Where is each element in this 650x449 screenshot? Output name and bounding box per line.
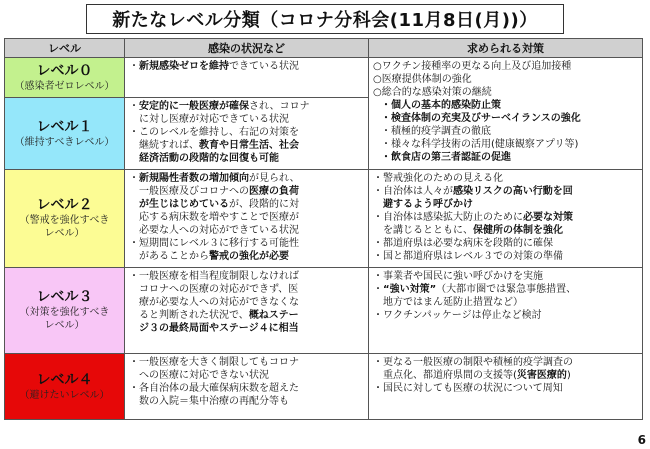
situation-cell	[125, 268, 369, 354]
text-run: 応する病床数を増やすことで医療が	[129, 212, 299, 223]
measures-cell	[369, 354, 643, 420]
text-run: 保健所の体制を強化	[473, 225, 563, 236]
bullet-line	[129, 395, 364, 408]
bullet-line	[373, 356, 638, 369]
text-run: 避するよう呼びかけ	[383, 199, 473, 210]
bullet-line	[129, 198, 364, 211]
table-header-row	[5, 39, 643, 58]
text-run: 災害医療的	[516, 370, 567, 381]
bullet-line	[129, 172, 364, 185]
text-run: ・自治体は人々が	[373, 186, 453, 197]
bullet-line	[129, 270, 364, 283]
text-run: （大都市圏では緊急事態措置、	[436, 284, 577, 295]
table-row	[5, 268, 643, 354]
level-cell-4	[5, 354, 125, 420]
table-row	[5, 170, 643, 268]
level-subtitle: （警戒を強化すべき	[19, 215, 110, 226]
text-run: ・このレベルを維持し、右記の対策を	[129, 127, 299, 138]
text-run: 新規陽性者数の増加傾向	[139, 173, 249, 184]
bullet-line	[373, 237, 638, 250]
bullet-line	[373, 151, 638, 164]
bullet-line	[129, 224, 364, 237]
bullet-line	[373, 86, 638, 99]
level-table	[4, 38, 643, 420]
text-run: が生じはじめている	[139, 199, 229, 210]
text-run: 概ねステー	[248, 310, 299, 321]
text-run: ・都道府県は必要な病床を段階的に確保	[373, 238, 553, 249]
bullet-line	[373, 198, 638, 211]
text-run: 数の入院＝集中治療の再配分等も	[129, 396, 289, 407]
bullet-line	[129, 283, 364, 296]
text-run: 感染リスクの高い行動を回	[453, 186, 573, 197]
bullet-line	[129, 296, 364, 309]
level-cell-1	[5, 98, 125, 170]
text-run	[129, 199, 139, 210]
header-level: レベル	[5, 39, 125, 58]
bullet-line	[129, 60, 364, 73]
bullet-line	[129, 152, 364, 165]
bullet-line	[373, 172, 638, 185]
bullet-line	[129, 126, 364, 139]
level-name: レベル３	[36, 289, 93, 305]
level-name: レベル２	[36, 197, 93, 213]
text-run: ると判断された状況で、	[129, 310, 249, 321]
bullet-line	[373, 138, 638, 151]
bullet-line	[129, 369, 364, 382]
text-run: への医療に対応できない状況	[129, 370, 269, 381]
text-run: が、段階的に対	[229, 199, 299, 210]
text-run: ・事業者や国民に強い呼びかけを実施	[373, 271, 543, 282]
text-run: ・一般医療を相当程度制限しなければ	[129, 271, 299, 282]
level-subtitle: レベル）	[44, 228, 85, 239]
table-row	[5, 58, 643, 98]
text-run: ・積極的疫学調査の徹底	[381, 126, 491, 137]
text-run: 必要な対策	[523, 212, 573, 223]
bullet-line	[129, 185, 364, 198]
text-run: ・	[373, 284, 383, 295]
text-run: が見られ、	[249, 173, 300, 184]
level-subtitle: （対策を強化すべき	[19, 307, 110, 318]
bullet-line	[373, 283, 638, 296]
bullet-line	[373, 309, 638, 322]
bullet-line	[373, 211, 638, 224]
text-run: コロナへの医療の対応ができず、医	[129, 284, 299, 295]
situation-cell	[125, 170, 369, 268]
level-subtitle: （感染者ゼロレベル）	[14, 80, 115, 92]
bullet-line	[129, 100, 364, 113]
text-run: 安定的に一般医療が確保	[139, 101, 249, 112]
text-run: できている状況	[229, 61, 299, 72]
measures-cell	[369, 268, 643, 354]
text-run: ○総合的な感染対策の継続	[373, 87, 492, 98]
bullet-line	[373, 296, 638, 309]
bullet-line	[129, 250, 364, 263]
bullet-line	[129, 309, 364, 322]
bullet-line	[373, 270, 638, 283]
text-run: )	[566, 370, 571, 381]
text-run: ・自治体は感染拡大防止のために	[373, 212, 523, 223]
bullet-line	[373, 73, 638, 86]
text-run: 警戒の強化が必要	[209, 251, 289, 262]
bullet-line	[373, 369, 638, 382]
measures-cell	[369, 170, 643, 268]
bullet-line	[129, 113, 364, 126]
level-subtitle: （避けたいレベル）	[19, 389, 110, 401]
page-number: 6	[637, 433, 646, 447]
text-run: ・国民に対しても医療の状況について周知	[373, 383, 563, 394]
situation-cell	[125, 354, 369, 420]
level-name: レベル１	[36, 118, 93, 135]
text-run: 一般医療及びコロナへの	[129, 186, 249, 197]
text-run: 経済活動の段階的な回復も可能	[129, 153, 279, 164]
text-run: ○医療提供体制の強化	[373, 74, 472, 85]
table-row	[5, 354, 643, 420]
text-run: ・ワクチンパッケージは停止など検討	[373, 310, 542, 321]
text-run: 療が必要な人への対応ができなくな	[129, 297, 299, 308]
bullet-line	[129, 237, 364, 250]
bullet-line	[373, 250, 638, 263]
bullet-line	[373, 224, 638, 237]
level-cell-0	[5, 58, 125, 98]
text-run: ・個人の基本的感染防止策	[381, 100, 501, 111]
text-run: 教育や日常生活、社会	[199, 140, 299, 151]
bullet-line	[373, 382, 638, 395]
bullet-line	[129, 139, 364, 152]
level-cell-3	[5, 268, 125, 354]
page-title: 新たなレベル分類（コロナ分科会(11月8日(月))）	[86, 4, 564, 34]
text-run: ・一般医療を大きく制限してもコロナ	[129, 357, 299, 368]
bullet-line	[129, 322, 364, 335]
level-subtitle: レベル）	[44, 320, 85, 331]
text-run: があることから	[129, 251, 209, 262]
text-run: に対し医療が対応できている状況	[129, 114, 289, 125]
level-subtitle: （維持すべきレベル）	[14, 136, 115, 148]
level-name: レベル４	[36, 371, 93, 388]
header-situation: 感染の状況など	[125, 39, 369, 58]
text-run: ・国と都道府県はレベル３での対策の準備	[373, 251, 563, 262]
situation-cell	[125, 98, 369, 170]
bullet-line	[129, 382, 364, 395]
text-run: を講じるとともに、	[373, 225, 473, 236]
text-run: 地方ではまん延防止措置など）	[373, 297, 523, 308]
text-run: ・更なる一般医療の制限や積極的疫学調査の	[373, 357, 573, 368]
text-run: ・警戒強化のための見える化	[373, 173, 503, 184]
text-run: ・	[129, 173, 139, 184]
text-run: 継続すれば、	[129, 140, 199, 151]
level-cell-2	[5, 170, 125, 268]
text-run: ・様々な科学技術の活用(健康観察アプリ等)	[381, 139, 579, 150]
text-run: 医療の負荷	[249, 186, 299, 197]
bullet-line	[373, 99, 638, 112]
text-run: 必要な人への対応ができている状況	[129, 225, 299, 236]
text-run	[373, 199, 383, 210]
text-run: され、コロナ	[249, 101, 310, 112]
text-run: 新規感染ゼロを維持	[139, 61, 229, 72]
header-measures: 求められる対策	[369, 39, 643, 58]
bullet-line	[373, 185, 638, 198]
text-run: ○ワクチン接種率の更なる向上及び追加接種	[373, 61, 572, 72]
text-run: ジ３の最終局面やステージ４に相当	[129, 323, 299, 334]
text-run: “強い対策”	[383, 284, 437, 295]
situation-cell	[125, 58, 369, 98]
text-run: ・短期間にレベル３に移行する可能性	[129, 238, 299, 249]
text-run: ・飲食店の第三者認証の促進	[381, 152, 511, 163]
bullet-line	[373, 112, 638, 125]
text-run: 重点化、都道府県間の支援等(	[373, 370, 517, 381]
bullet-line	[129, 356, 364, 369]
measures-cell	[369, 58, 643, 170]
bullet-line	[373, 60, 638, 73]
text-run: ・	[129, 61, 139, 72]
bullet-line	[129, 211, 364, 224]
text-run: ・検査体制の充実及びサーベイランスの強化	[381, 113, 581, 124]
text-run: ・各自治体の最大確保病床数を超えた	[129, 383, 299, 394]
level-name: レベル０	[36, 62, 93, 79]
text-run: ・	[129, 101, 139, 112]
bullet-line	[373, 125, 638, 138]
